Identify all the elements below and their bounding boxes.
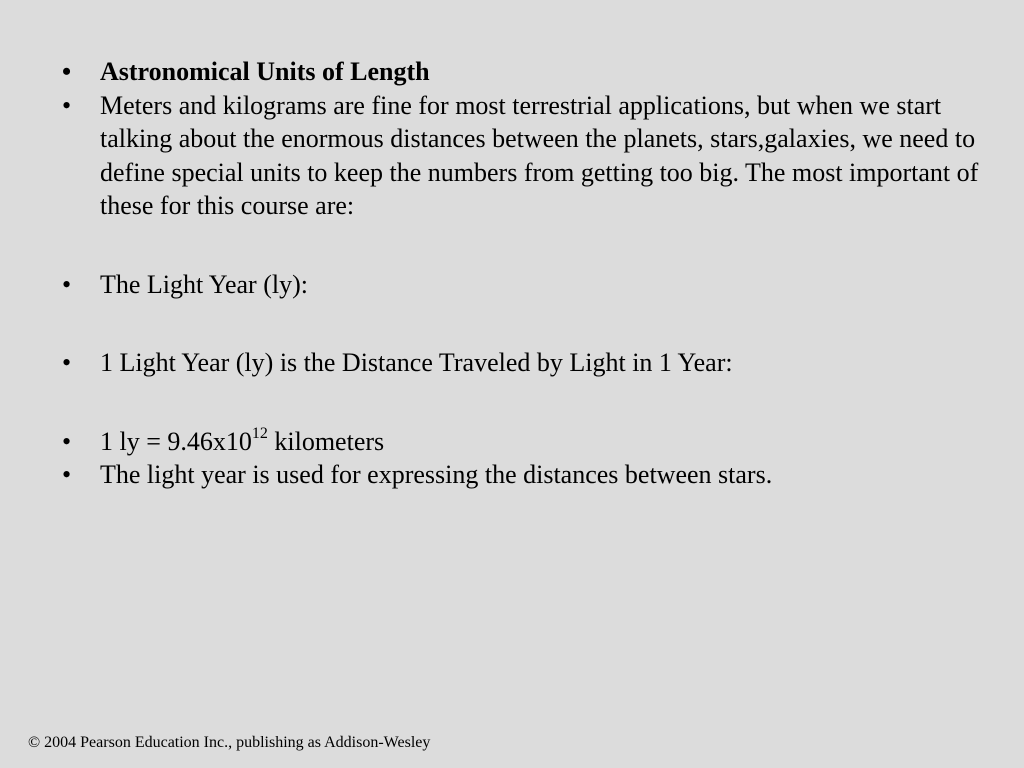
bullet-definition: • 1 Light Year (ly) is the Distance Traveled by Light in 1 Year: — [62, 346, 992, 380]
bullet-usage: • The light year is used for expressing the distances between stars. — [62, 458, 992, 492]
equation-prefix: 1 ly = 9.46x10 — [100, 426, 252, 456]
spacer — [62, 223, 992, 268]
bullet-intro: • Meters and kilograms are fine for most terrestrial applications, but when we start talking about the enormous distances between the planets, stars,galaxies, we need to define special units to keep the numbers from getting too big. The most important of these for this course are: — [62, 89, 992, 223]
bullet-heading: • Astronomical Units of Length — [62, 55, 992, 89]
equation-exponent: 12 — [251, 424, 268, 442]
equation-suffix: kilometers — [267, 426, 385, 456]
spacer — [62, 301, 992, 346]
bullet-light-year-title: • The Light Year (ly): — [62, 268, 992, 302]
copyright-footer: © 2004 Pearson Education Inc., publishing as Addison-Wesley — [28, 734, 431, 751]
spacer — [62, 380, 992, 425]
bullet-list — [62, 55, 992, 492]
bullet-equation — [62, 425, 992, 459]
